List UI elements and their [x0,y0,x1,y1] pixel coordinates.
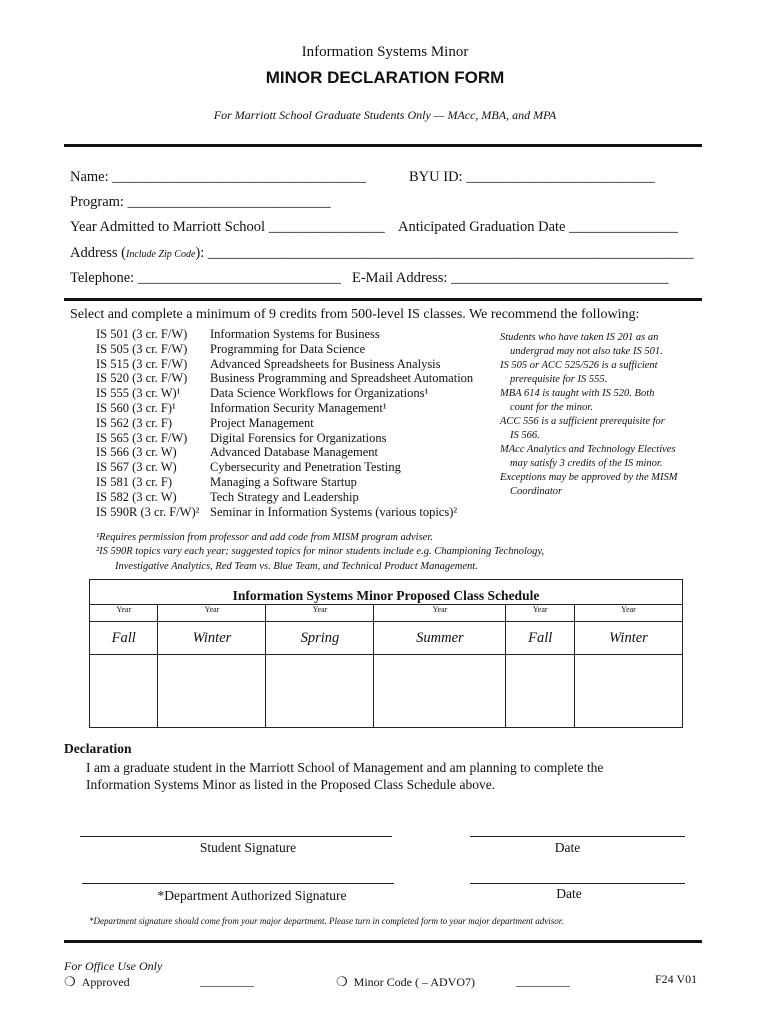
schedule-title: Information Systems Minor Proposed Class Schedule [90,580,683,605]
course-code: IS 501 (3 cr. F/W) [96,327,188,341]
course-code: IS 566 (3 cr. W) [96,445,177,460]
year-admitted-blank[interactable]: ________________ [268,219,385,235]
course-title: Digital Forensics for Organizations [210,430,387,445]
course-row [96,475,473,490]
office-use-title: For Office Use Only [64,959,163,973]
course-title: Information Systems for Business [210,327,380,341]
email-field[interactable] [352,270,669,287]
course-title: Information Security Management¹ [210,400,387,415]
declaration-text: I am a graduate student in the Marriott School of Management and am planning to complete the Information Systems Minor as listed in the Proposed Class Schedule above. [86,760,604,792]
form-header-program: Information Systems Minor [301,44,469,60]
schedule-year-cell[interactable]: Year [574,605,682,622]
form-subtitle: For Marriott School Graduate Students Only — MAcc, MBA, and MPA [213,108,557,122]
approved-checkbox[interactable] [64,974,130,990]
top-divider [64,144,702,147]
course-row [96,401,473,416]
schedule-course-cell[interactable] [374,655,506,728]
schedule-term-header: Winter [158,622,266,655]
instructions-text: Select and complete a minimum of 9 credits from 500-level IS classes. We recommend the following: [70,307,640,322]
year-admitted-field[interactable] [70,219,385,236]
schedule-year-cell[interactable]: Year [158,605,266,622]
minor-code-blank[interactable]: _________ [516,974,570,988]
note-line: IS 505 or ACC 525/526 is a sufficient [500,360,658,371]
schedule-course-cell[interactable] [266,655,374,728]
course-title: Business Programming and Spreadsheet Automation [210,371,474,386]
note-line: Coordinator [510,486,563,497]
student-signature-label: Student Signature [199,840,297,855]
department-signature-label: *Department Authorized Signature [157,888,347,903]
byu-id-field[interactable] [409,169,655,186]
course-list [96,327,473,519]
course-title: Tech Strategy and Leadership [210,489,359,504]
course-row [96,371,473,386]
email-label: E-Mail Address: [352,270,448,286]
note-line: ACC 556 is a sufficient prerequisite for [500,416,665,427]
department-signature-line[interactable] [82,883,394,884]
approved-blank[interactable]: _________ [200,974,254,988]
name-field[interactable] [70,169,366,186]
student-signature-line[interactable] [80,836,392,837]
note-line: Students who have taken IS 201 as an [500,332,659,343]
minor-code-circle-icon[interactable]: ❍ [336,974,348,989]
address-hint: Include Zip Code [125,249,196,260]
telephone-field[interactable] [70,270,341,287]
course-code: IS 515 (3 cr. F/W) [96,356,188,371]
byu-id-blank[interactable]: __________________________ [466,169,655,185]
course-code: IS 560 (3 cr. F)¹ [96,400,176,415]
graduation-date-blank[interactable]: _______________ [569,219,678,235]
course-code: IS 582 (3 cr. W) [96,489,177,504]
schedule-course-cell[interactable] [90,655,158,728]
program-blank[interactable]: ____________________________ [127,194,331,210]
form-title: MINOR DECLARATION FORM [265,68,505,87]
declaration-title: Declaration [64,741,132,756]
telephone-label: Telephone: [70,270,135,286]
schedule-term-header: Fall [90,622,158,655]
address-field[interactable] [70,245,694,262]
course-code: IS 520 (3 cr. F/W) [96,371,188,386]
schedule-term-header: Fall [506,622,574,655]
course-row [96,490,473,505]
email-blank[interactable]: ______________________________ [451,270,669,286]
proposed-schedule-table [89,579,683,728]
footnote-1: ¹Requires permission from professor and add code from MISM program adviser. [96,532,433,543]
student-date-line[interactable] [470,836,685,837]
course-row [96,460,473,475]
byu-id-label: BYU ID: [409,169,463,185]
schedule-course-cell[interactable] [158,655,266,728]
graduation-date-field[interactable] [398,219,678,236]
approved-label: Approved [81,975,130,989]
bottom-divider [64,940,702,943]
course-code: IS 590R (3 cr. F/W)² [96,504,200,519]
course-code: IS 505 (3 cr. F/W) [96,341,188,356]
course-row [96,431,473,446]
course-title: Managing a Software Startup [210,474,357,489]
note-line: MAcc Analytics and Technology Electives [500,444,676,455]
course-title: Project Management [210,415,314,430]
course-row [96,445,473,460]
course-row [96,505,473,520]
course-title: Advanced Database Management [210,445,378,460]
fine-print: *Department signature should come from your major department. Please turn in completed form to your major department advisor. [89,916,564,926]
course-row [96,342,473,357]
note-line: undergrad may not also take IS 501. [510,346,663,357]
note-line: count for the minor. [510,402,593,413]
course-row [96,416,473,431]
schedule-term-header: Spring [266,622,374,655]
course-title: Advanced Spreadsheets for Business Analysis [210,356,441,371]
footnote-2-continued: Investigative Analytics, Red Team vs. Blue Team, and Technical Product Management. [115,561,478,572]
schedule-year-cell[interactable]: Year [374,605,506,622]
program-label: Program: [70,194,124,210]
fields-divider [64,298,702,301]
course-code: IS 567 (3 cr. W) [96,460,177,475]
course-title: Data Science Workflows for Organizations¹ [210,386,429,401]
note-line: IS 566. [510,430,540,441]
program-field[interactable] [70,194,331,211]
graduation-date-label: Anticipated Graduation Date [398,219,566,235]
course-row [96,386,473,401]
schedule-course-cell[interactable] [506,655,574,728]
course-row [96,357,473,372]
course-title: Cybersecurity and Penetration Testing [210,460,401,475]
course-code: IS 562 (3 cr. F) [96,415,173,430]
address-blank[interactable]: ): ___________________________________________________________________ [195,245,694,261]
minor-code-checkbox[interactable] [336,974,475,990]
course-title: Seminar in Information Systems (various topics)² [210,504,458,519]
name-blank[interactable]: ___________________________________ [112,169,367,185]
address-label: Address ( [70,245,126,261]
schedule-year-cell[interactable]: Year [266,605,374,622]
course-code: IS 581 (3 cr. F) [96,474,173,489]
note-line: may satisfy 3 credits of the IS minor. [510,458,663,469]
schedule-year-cell[interactable]: Year [506,605,574,622]
footnote-2: ²IS 590R topics vary each year; suggested topics for minor students include e.g. Championing Technology, [96,546,545,557]
department-date-label: Date [556,886,582,901]
schedule-term-header: Summer [374,622,506,655]
minor-code-label: Minor Code ( – ADVO7) [353,975,475,989]
course-title: Programming for Data Science [210,341,366,356]
telephone-blank[interactable]: ____________________________ [137,270,341,286]
course-row [96,327,473,342]
department-date-line[interactable] [470,883,685,884]
note-line: Exceptions may be approved by the MISM [500,472,678,483]
course-code: IS 565 (3 cr. F/W) [96,430,188,445]
note-line: prerequisite for IS 555. [510,374,608,385]
schedule-year-cell[interactable]: Year [90,605,158,622]
course-code: IS 555 (3 cr. W)¹ [96,386,181,401]
schedule-course-cell[interactable] [574,655,682,728]
year-admitted-label: Year Admitted to Marriott School [70,219,266,235]
schedule-term-header: Winter [574,622,682,655]
note-line: MBA 614 is taught with IS 520. Both [500,388,655,399]
form-version: F24 V01 [655,972,698,986]
approved-circle-icon[interactable]: ❍ [64,974,76,989]
name-label: Name: [70,169,109,185]
course-notes [500,331,677,499]
student-date-label: Date [554,840,581,855]
